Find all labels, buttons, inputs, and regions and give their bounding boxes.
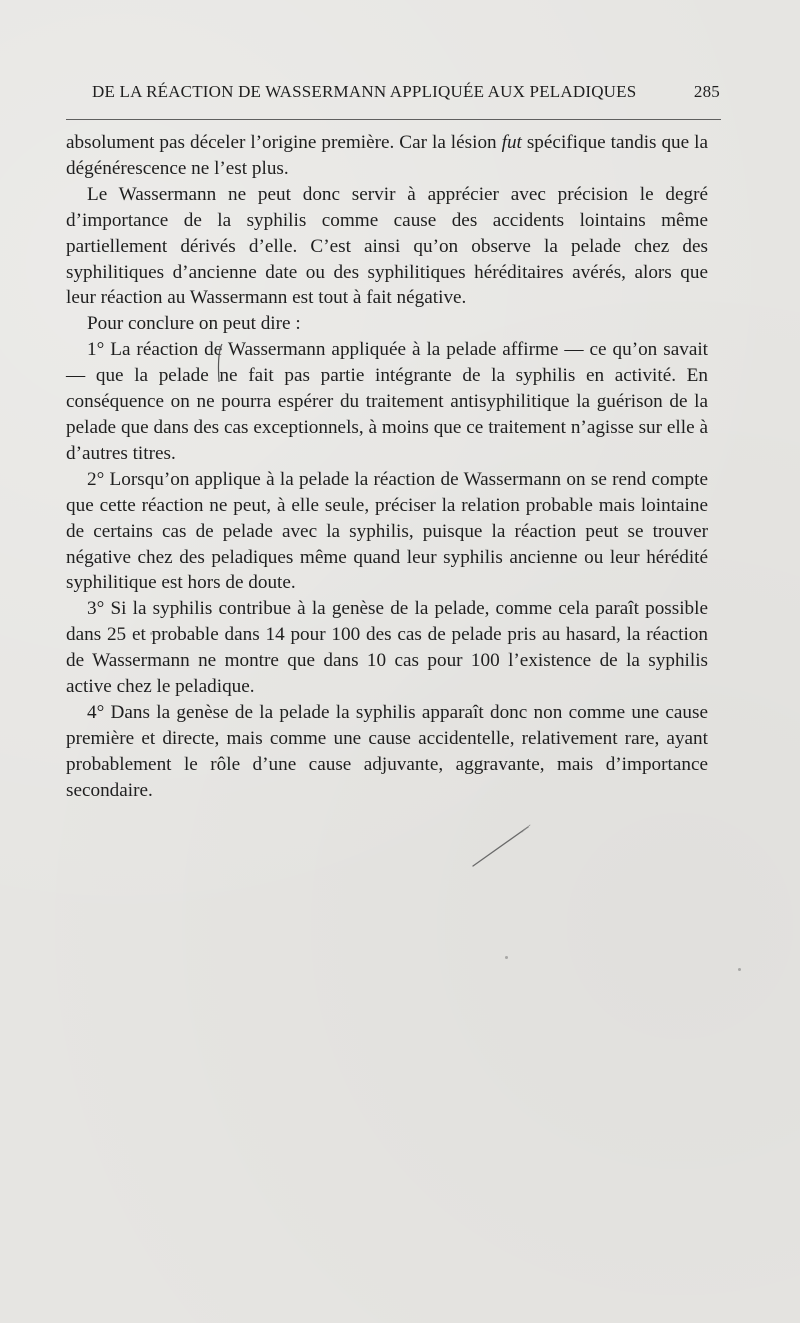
conclusion-point-4: 4° Dans la genèse de la pelade la syphilis apparaît donc non comme une cause première et directe, mais comme une cause accidentelle, relativement rare, ayant probablement le rôle d’une cause adjuvante, aggravante, mais d’importance secondaire. [66,701,708,801]
running-header [66,82,720,108]
page-number: 285 [693,82,720,101]
pencil-mark-icon [214,342,224,384]
paper-speck [505,956,508,959]
header-rule [66,119,721,120]
paragraph-2: Le Wassermann ne peut donc servir à apprécier avec précision le degré d’importance de la syphilis comme cause des accidents lointains même partiellement dérivés d’elle. C’est ainsi qu’on observe la pelade chez des syphilitiques d’ancienne date ou des syphilitiques héréditaires avérés, alors que leur réaction au Wassermann est tout à fait négative. [66,183,708,309]
conclusion-point-3: 3° Si la syphilis contribue à la genèse de la pelade, comme cela paraît possible dans 25 et probable dans 14 pour 100 des cas de pelade pris au hasard, la réaction de Wassermann ne montre que dans 10 cas pour 100 l’existence de la syphilis active chez le peladique. [66,598,708,698]
conclusion-point-2: 2° Lorsqu’on applique à la pelade la réaction de Wassermann on se rend compte que cette réaction ne peut, à elle seule, préciser la relation probable mais lointaine de certains cas de pelade avec la syphilis, puisque la réaction peut se trouver négative chez des peladiques même quand leur syphilis ancienne ou leur hérédité syphilitique est hors de doute. [66,468,708,594]
running-header-title: DE LA RÉACTION DE WASSERMANN APPLIQUÉE AUX PELADIQUES [92,82,637,101]
paper-speck [738,968,741,971]
paragraph-1 [66,130,708,182]
paragraph-1-text-end: spécifique tandis que la dégénérescence ne l’est plus. [66,132,708,179]
conclusion-point-1: 1° La réaction de Wassermann appliquée à la pelade affirme — ce qu’on savait — que la pelade ne fait pas partie intégrante de la syphilis en activité. En conséquence on ne pourra espérer du traitement antisyphilitique la guérison de la pelade que dans des cas exceptionnels, à moins que ce traitement n’agisse sur elle à d’autres titres. [66,339,708,464]
conclusion-intro: Pour conclure on peut dire : [87,313,301,335]
pencil-stroke-icon [470,823,532,869]
paper-speck [150,632,153,635]
paragraph-1-text-start: absolument pas déceler l’origine première. Car la lésion [66,132,502,153]
body-text [66,130,708,804]
italic-word-fut: fut [501,132,522,153]
